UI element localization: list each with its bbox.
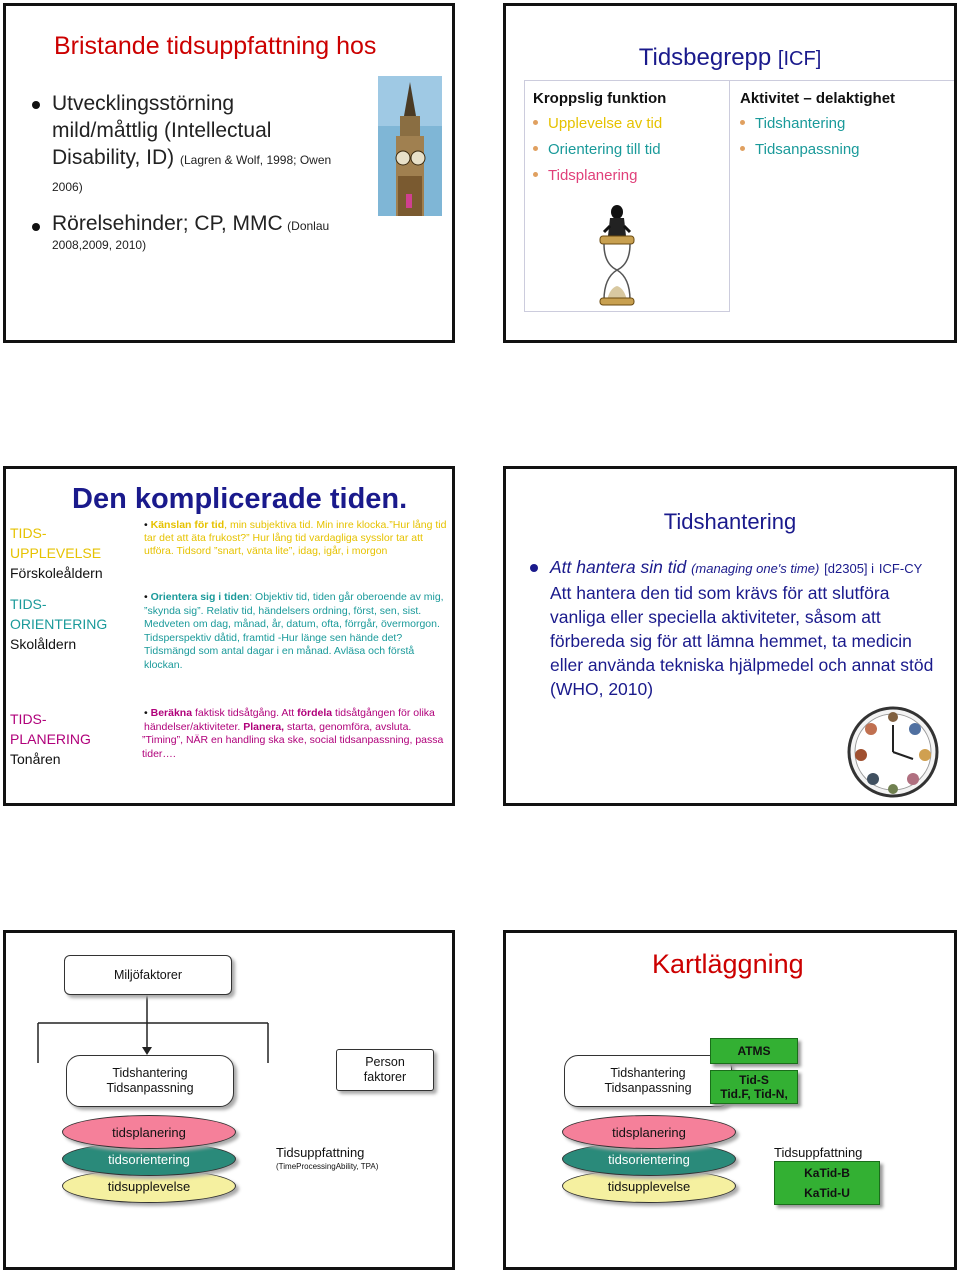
clock-collage-image (841, 705, 945, 799)
citation: (Donlau (287, 219, 330, 233)
box-line: Tidsanpassning (604, 1081, 692, 1095)
label-line: TIDS- (10, 525, 47, 541)
miljofaktorer-box: Miljöfaktorer (64, 955, 232, 995)
bullet-strong: Känslan för tid (150, 519, 225, 531)
bullet-dot (32, 101, 40, 109)
label-line: Förskoleåldern (10, 565, 103, 581)
label-line: TIDS- (10, 711, 47, 727)
bullet-text: faktisk tidsåtgång. Att (192, 707, 298, 719)
bullet-dot (533, 172, 538, 177)
tidsuppfattning-label: Tidsuppfattning (276, 1145, 365, 1160)
body-text: Att hantera den tid som krävs för att slutföra vanliga eller speciella aktiviteter, såsom att förbereda sig för att lämna hemmet, ta medicin eller använda tekniska hjälpmedel och annat stöd (WHO, 2010) (550, 583, 934, 699)
bullet-upplevelse: • Känslan för tid, min subjektiva tid. Min inre klocka.”Hur lång tid tar det att äta frukost?” Hur lång tid vardagliga sysslor tar att utföra. Tidsord ”snart, vänta lite”, idag, igår, i morgon (144, 519, 447, 557)
bullet-text: Relativ tid, händelsers ordning, först, sen, sist. (203, 604, 422, 617)
bullet-intellectual-disability (32, 90, 372, 201)
bullet-text: Disability, ID) (52, 146, 175, 169)
box-line: Tid-S (739, 1073, 769, 1087)
col-activity-item-2 (740, 141, 860, 158)
hourglass-figure (592, 202, 642, 306)
bullet-strong: Planera, (243, 720, 285, 733)
label-line: TIDS- (10, 596, 47, 612)
person-faktorer-box (336, 1049, 434, 1091)
item-text: Tidsplanering (548, 167, 638, 184)
label-line: Tonåren (10, 751, 61, 767)
oval-tidsplanering: tidsplanering (62, 1115, 236, 1149)
tidshantering-box (564, 1055, 732, 1107)
box-line: Person (365, 1055, 405, 1069)
item-text: Tidshantering (755, 115, 846, 132)
item-text: Tidsanpassning (755, 141, 860, 158)
col-body-function-head: Kroppslig funktion (533, 90, 667, 107)
bullet-text: Rörelsehinder; CP, MMC (52, 212, 283, 235)
slide-5 (3, 930, 455, 1270)
label-line: ORIENTERING (10, 616, 108, 632)
box-line: Tid.F, Tid-N, (720, 1087, 788, 1101)
bullet-text: ”Timing”, NÄR en handling ska ske, social tidsanpassning, passa tider…. (142, 734, 444, 760)
bullet-planering: • Beräkna faktisk tidsåtgång. Att fördela tidsåtgången för olika händelser/aktiviteter. Planera, starta, genomföra, avsluta. ”Timing”, NÄR en handling ska ske, social tidsanpassning, passa tider…. (144, 707, 455, 761)
bullet-orientering: • Orientera sig i tiden: Objektiv tid, tiden går oberoende av mig, ”skynda sig”. Relativ tid, händelsers ordning, först, sen, sist. Medveten om dag, månad, år, datum, ofta, förrgår, övermorgon. Tidsperspektiv dåtid, framtid -Hur länge sen hände det? Tidsmängd som antal dagar i en månad. Avläsa och förstå klockan. (144, 591, 444, 671)
box-line: Tidshantering (610, 1066, 686, 1080)
slide-3-title: Den komplicerade tiden. (72, 483, 408, 515)
slide-3 (3, 466, 455, 806)
box-line: faktorer (363, 1070, 407, 1084)
item-text: Upplevelse av tid (548, 115, 663, 132)
citation: 2006) (52, 180, 83, 194)
label-line: Skolåldern (10, 636, 77, 652)
label-line: PLANERING (10, 731, 91, 747)
tidsuppfattning-label: Tidsuppfattning (774, 1145, 863, 1160)
slide-4 (503, 466, 957, 806)
bullet-strong: Orientera sig i tiden (150, 591, 250, 603)
col-activity-item-1 (740, 115, 845, 132)
bullet-strong: fördela (297, 707, 333, 719)
bullet-text: , min subjektiva tid. Min inre klocka.”Hur lång tid tar det att äta frukost?” Hur lång tid vardagliga sysslor tar att utföra. (144, 519, 447, 557)
col-activity-head: Aktivitet – delaktighet (740, 90, 896, 107)
box-line: KaTid-B (804, 1166, 850, 1180)
citation: 2008,2009, 2010) (52, 238, 147, 252)
oval-tidsupplevelse: tidsupplevelse (562, 1169, 736, 1203)
body-text: [d2305] i (824, 561, 875, 576)
atms-box: ATMS (710, 1038, 798, 1064)
bullet-dot (533, 120, 538, 125)
left-label-upplevelse (10, 523, 103, 583)
slide-2-title (506, 44, 954, 72)
oval-tidsupplevelse: tidsupplevelse (62, 1169, 236, 1203)
slide-2 (503, 3, 957, 343)
slide-1-title: Bristande tidsuppfattning hos (54, 32, 377, 60)
item-text: Orientering till tid (548, 141, 661, 158)
bullet-motor-disability (32, 212, 442, 252)
bullet-text: mild/måttlig (Intellectual (52, 119, 272, 142)
label-line: UPPLEVELSE (10, 545, 102, 561)
tid-s-box (710, 1070, 798, 1104)
big-ben-image (378, 76, 442, 216)
bullet-text: Medveten om dag, månad, år, datum, ofta, förrgår, övermorgon. (144, 618, 440, 630)
bullet-dot (740, 120, 745, 125)
box-line: Tidsanpassning (106, 1081, 194, 1095)
left-label-planering (10, 709, 91, 769)
slide-4-title: Tidshantering (663, 509, 797, 534)
body-text: (managing one's time) (691, 561, 820, 576)
katid-box (774, 1161, 880, 1205)
slide-1 (3, 3, 455, 343)
bullet-dot (740, 146, 745, 151)
oval-tidsorientering: tidsorientering (562, 1142, 736, 1176)
oval-tidsorientering: tidsorientering (62, 1142, 236, 1176)
bullet-text: Tidsord ”snart, vänta lite”, idag, igår, i morgon (173, 545, 388, 557)
col-body-function-item-2 (533, 141, 661, 158)
body-text: ICF-CY (878, 561, 923, 576)
bullet-text: starta, genomföra, avsluta. (284, 720, 412, 733)
slide-6-title: Kartläggning (652, 949, 804, 979)
bullet-dot (533, 146, 538, 151)
oval-tidsplanering: tidsplanering (562, 1115, 736, 1149)
bullet-dot (32, 223, 40, 231)
body-text: Att hantera sin tid (550, 557, 687, 577)
bullet-text: tidsåtgången för olika händelser/aktiviteter. (144, 707, 435, 733)
title-text: Tidsbegrepp (638, 44, 772, 71)
bullet-dot (530, 564, 538, 572)
bullet-strong: Beräkna (150, 707, 193, 719)
tpa-label: (TimeProcessingAbility, TPA) (276, 1162, 379, 1171)
col-body-function-item-1 (533, 115, 662, 132)
slide-4-body (530, 555, 942, 701)
bullet-text: : Objektiv tid, tiden går oberoende av mig, ”skynda sig”. (144, 591, 444, 617)
box-line: KaTid-U (804, 1186, 850, 1200)
tidshantering-box (66, 1055, 234, 1107)
box-line: Tidshantering (112, 1066, 188, 1080)
title-suffix: [ICF] (777, 48, 822, 70)
slide-6 (503, 930, 957, 1270)
bullet-text: Tidsperspektiv dåtid, framtid -Hur länge sen hände det? Tidsmängd som antal dagar i en månad. Avläsa och förstå klockan. (144, 631, 415, 671)
left-label-orientering (10, 594, 107, 654)
citation: (Lagren & Wolf, 1998; Owen (179, 153, 332, 167)
bullet-text: Utvecklingsstörning (52, 92, 235, 115)
col-body-function-item-3 (533, 167, 638, 184)
